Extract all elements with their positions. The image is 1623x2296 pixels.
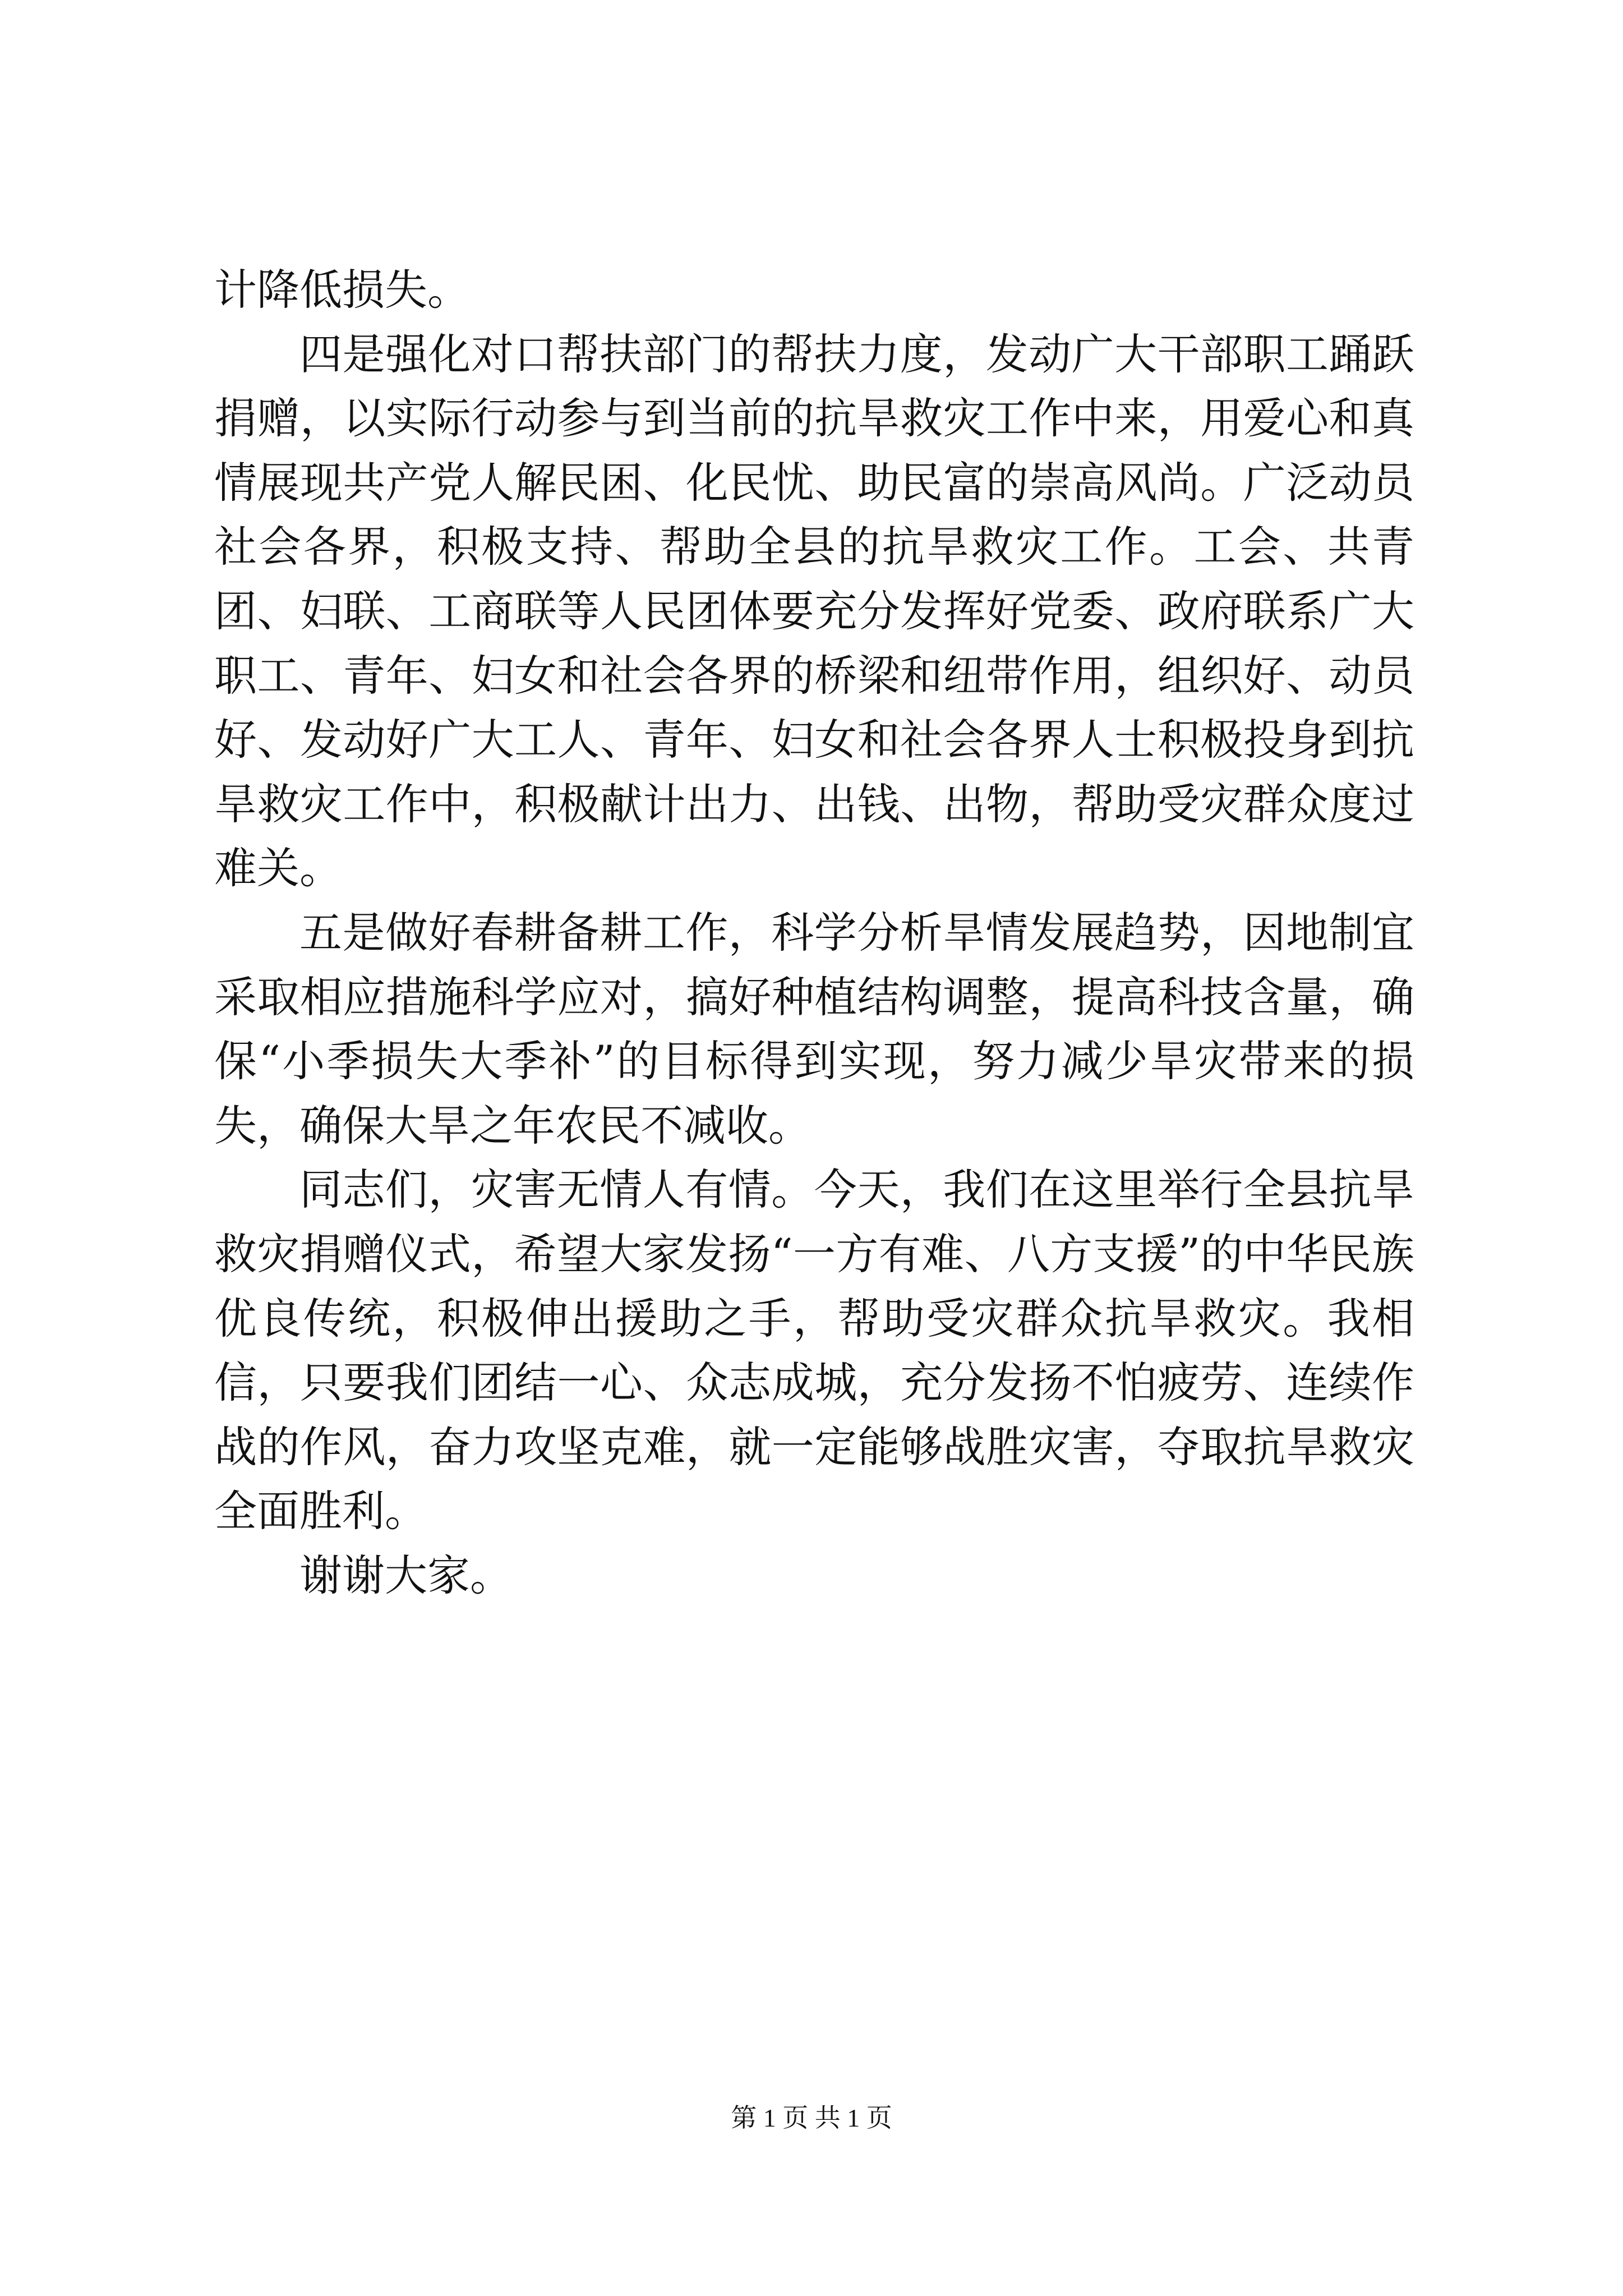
- paragraph-point-five: 五是做好春耕备耕工作，科学分析旱情发展趋势，因地制宜采取相应措施科学应对，搞好种植结构调整，提高科技含量，确保“小季损失大季补”的目标得到实现，努力减少旱灾带来的损失，确保大旱之年农民不减收。: [214, 907, 1414, 1151]
- paragraph-closing-appeal: 同志们，灾害无情人有情。今天，我们在这里举行全县抗旱救灾捐赠仪式，希望大家发扬“一方有难、八方支援”的中华民族优良传统，积极伸出援助之手，帮助受灾群众抗旱救灾。我相信，只要我们团结一心、众志成城，充分发扬不怕疲劳、连续作战的作风，奋力攻坚克难，就一定能够战胜灾害，夺取抗旱救灾全面胜利。: [214, 1165, 1414, 1536]
- page-footer: 第 1 页 共 1 页: [731, 2104, 892, 2132]
- paragraph-point-four: 四是强化对口帮扶部门的帮扶力度，发动广大干部职工踊跃捐赠，以实际行动参与到当前的抗旱救灾工作中来，用爱心和真情展现共产党人解民困、化民忧、助民富的崇高风尚。广泛动员社会各界，积极支持、帮助全县的抗旱救灾工作。工会、共青团、妇联、工商联等人民团体要充分发挥好党委、政府联系广大职工、青年、妇女和社会各界的桥梁和纽带作用，组织好、动员好、发动好广大工人、青年、妇女和社会各界人士积极投身到抗旱救灾工作中，积极献计出力、出钱、出物，帮助受灾群众度过难关。: [214, 329, 1414, 894]
- paragraph-continuation: 计降低损失。: [214, 265, 470, 315]
- document-body: [214, 258, 1414, 1608]
- paragraph-thanks: 谢谢大家。: [299, 1550, 513, 1600]
